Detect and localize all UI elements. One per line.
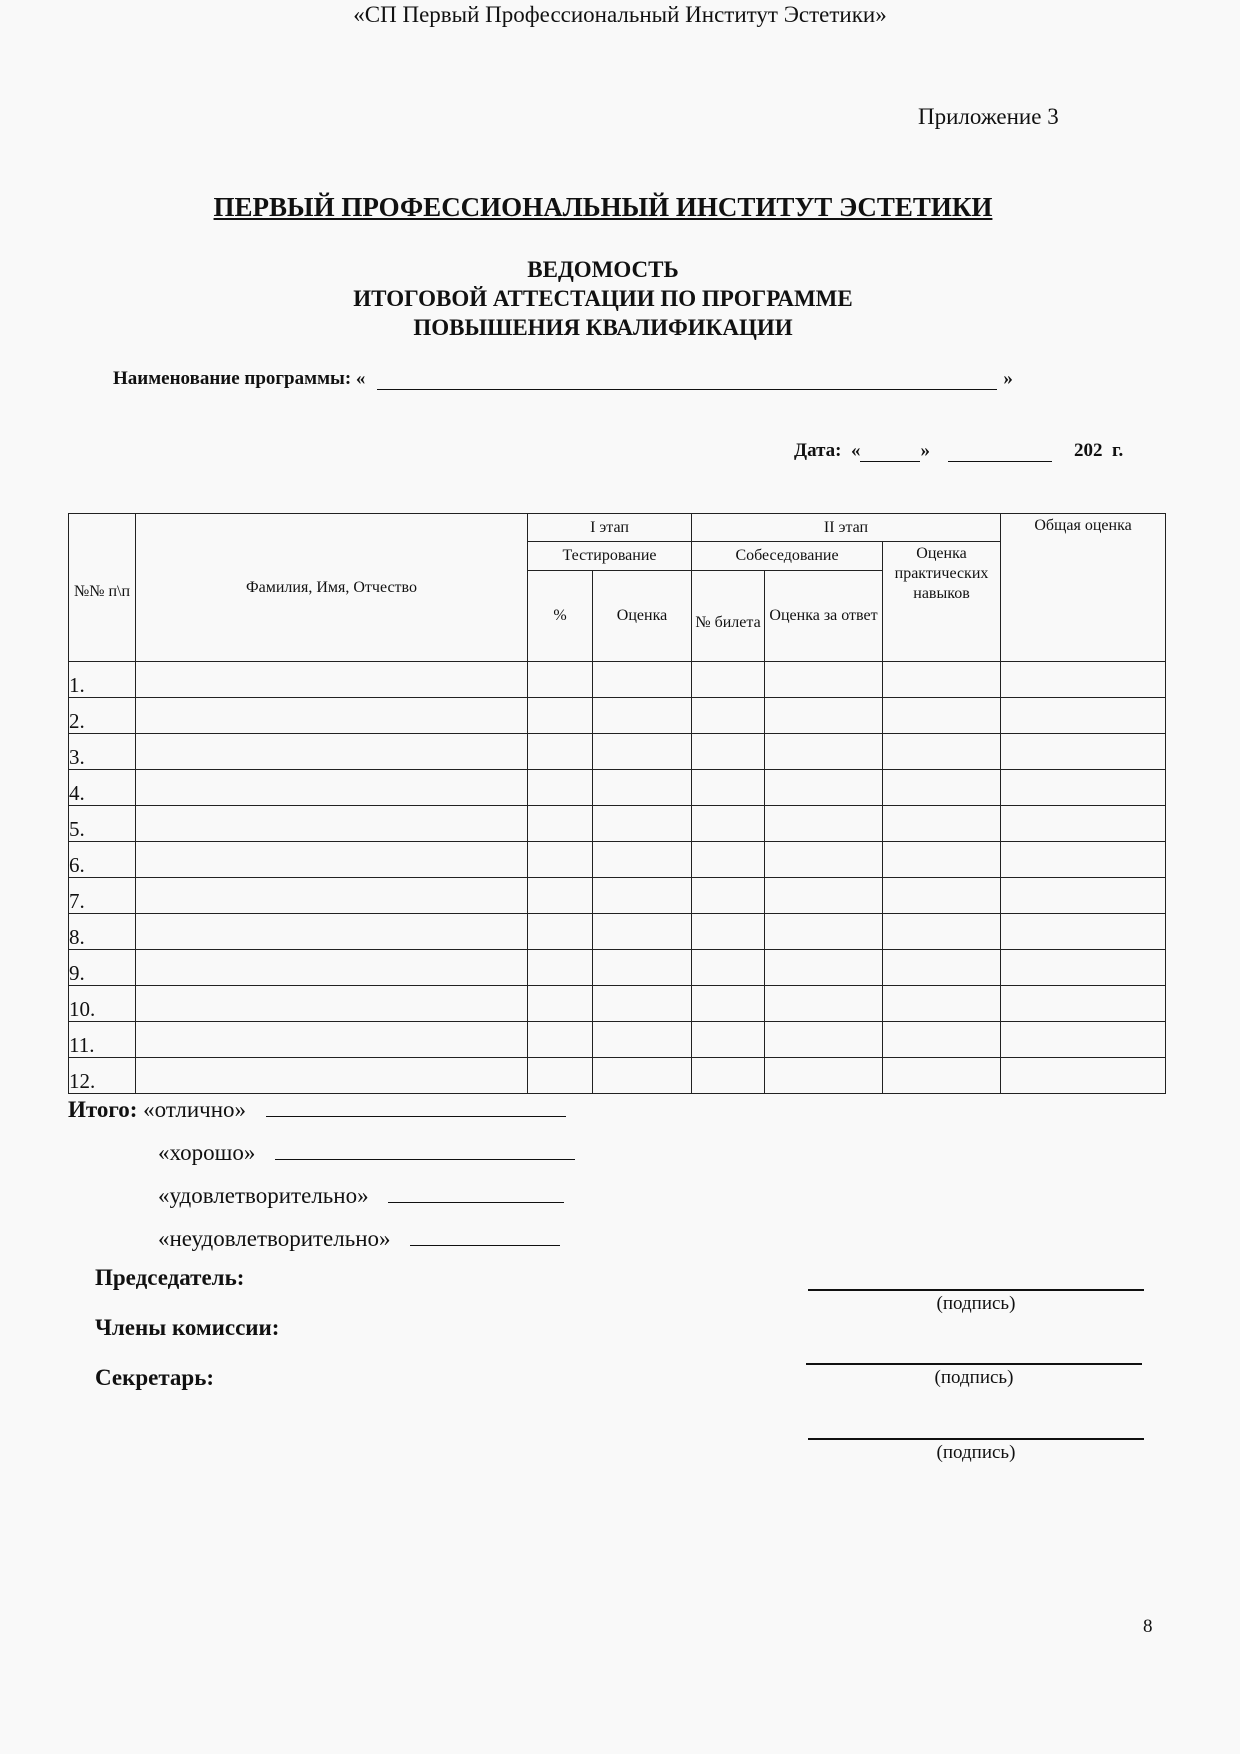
row-num: 3. — [69, 734, 136, 770]
fio-cell[interactable] — [136, 950, 528, 986]
ticket-cell[interactable] — [692, 950, 765, 986]
fio-cell[interactable] — [136, 986, 528, 1022]
percent-cell[interactable] — [528, 878, 593, 914]
total-cell[interactable] — [1001, 950, 1166, 986]
answer-grade-cell[interactable] — [765, 698, 883, 734]
grade-cell[interactable] — [593, 1058, 692, 1094]
ticket-cell[interactable] — [692, 878, 765, 914]
fio-cell[interactable] — [136, 770, 528, 806]
table-row — [69, 1058, 1166, 1094]
total-unsatisfactory — [158, 1225, 560, 1252]
header-practical: Оценка практических навыков — [883, 542, 1001, 662]
table-row — [69, 878, 1166, 914]
page-number: 8 — [1143, 1616, 1153, 1637]
ticket-cell[interactable] — [692, 986, 765, 1022]
signature-line-3[interactable] — [808, 1438, 1144, 1464]
grade-cell[interactable] — [593, 806, 692, 842]
practical-cell[interactable] — [883, 950, 1001, 986]
answer-grade-cell[interactable] — [765, 770, 883, 806]
document-title-line-2: ИТОГОВОЙ АТТЕСТАЦИИ ПО ПРОГРАММЕ — [353, 286, 853, 311]
table-row — [69, 770, 1166, 806]
header-num: №№ п\п — [69, 514, 136, 662]
practical-cell[interactable] — [883, 1022, 1001, 1058]
date-label: Дата: « — [794, 440, 861, 461]
fio-cell[interactable] — [136, 914, 528, 950]
grade-cell[interactable] — [593, 842, 692, 878]
fio-cell[interactable] — [136, 1058, 528, 1094]
percent-cell[interactable] — [528, 806, 593, 842]
table-row — [69, 914, 1166, 950]
answer-grade-cell[interactable] — [765, 806, 883, 842]
header-testing: Тестирование — [528, 542, 692, 571]
attestation-table — [68, 513, 1166, 1094]
signature-line-1[interactable] — [808, 1289, 1144, 1315]
answer-grade-cell[interactable] — [765, 734, 883, 770]
signature-line — [808, 1438, 1144, 1440]
program-name-close-quote: » — [1003, 368, 1013, 389]
signature-caption: (подпись) — [936, 1293, 1016, 1314]
answer-grade-cell[interactable] — [765, 914, 883, 950]
answer-grade-cell[interactable] — [765, 986, 883, 1022]
total-good-input[interactable] — [275, 1139, 575, 1160]
practical-cell[interactable] — [883, 986, 1001, 1022]
answer-grade-cell[interactable] — [765, 878, 883, 914]
ticket-cell[interactable] — [692, 734, 765, 770]
date-day-input[interactable] — [860, 443, 920, 462]
row-num: 7. — [69, 878, 136, 914]
answer-grade-cell[interactable] — [765, 662, 883, 698]
ticket-cell[interactable] — [692, 1058, 765, 1094]
row-num: 9. — [69, 950, 136, 986]
percent-cell[interactable] — [528, 986, 593, 1022]
total-cell[interactable] — [1001, 878, 1166, 914]
total-satisfactory-input[interactable] — [388, 1182, 564, 1203]
percent-cell[interactable] — [528, 914, 593, 950]
percent-cell[interactable] — [528, 950, 593, 986]
practical-cell[interactable] — [883, 1058, 1001, 1094]
institute-title: ПЕРВЫЙ ПРОФЕССИОНАЛЬНЫЙ ИНСТИТУТ ЭСТЕТИКИ — [213, 192, 993, 222]
date-month-input[interactable] — [948, 443, 1052, 462]
answer-grade-cell[interactable] — [765, 1022, 883, 1058]
header-total: Общая оценка — [1001, 514, 1166, 662]
practical-cell[interactable] — [883, 734, 1001, 770]
grade-cell[interactable] — [593, 662, 692, 698]
table-row — [69, 842, 1166, 878]
ticket-cell[interactable] — [692, 806, 765, 842]
practical-cell[interactable] — [883, 770, 1001, 806]
table-row — [69, 806, 1166, 842]
page-header: «СП Первый Профессиональный Институт Эстетики» — [353, 2, 887, 27]
grade-cell[interactable] — [593, 734, 692, 770]
row-num: 5. — [69, 806, 136, 842]
row-num: 10. — [69, 986, 136, 1022]
percent-cell[interactable] — [528, 662, 593, 698]
header-grade: Оценка — [593, 571, 692, 662]
answer-grade-cell[interactable] — [765, 950, 883, 986]
header-interview: Собеседование — [692, 542, 883, 571]
header-ticket: № билета — [692, 571, 765, 662]
practical-cell[interactable] — [883, 698, 1001, 734]
practical-cell[interactable] — [883, 662, 1001, 698]
grade-cell[interactable] — [593, 1022, 692, 1058]
total-cell[interactable] — [1001, 1022, 1166, 1058]
totals-label: Итого: — [68, 1097, 138, 1122]
fio-cell[interactable] — [136, 842, 528, 878]
grade-cell[interactable] — [593, 914, 692, 950]
practical-cell[interactable] — [883, 878, 1001, 914]
ticket-cell[interactable] — [692, 1022, 765, 1058]
total-good — [158, 1139, 575, 1166]
table-row — [69, 1022, 1166, 1058]
ticket-cell[interactable] — [692, 842, 765, 878]
practical-cell[interactable] — [883, 842, 1001, 878]
table-row — [69, 662, 1166, 698]
fio-cell[interactable] — [136, 662, 528, 698]
chairman-label: Председатель: — [95, 1265, 245, 1290]
program-name-field — [113, 368, 1013, 390]
program-name-label: Наименование программы: « — [113, 368, 366, 389]
signature-line — [808, 1289, 1144, 1291]
signature-caption: (подпись) — [934, 1367, 1014, 1388]
table-row — [69, 950, 1166, 986]
header-fio: Фамилия, Имя, Отчество — [136, 514, 528, 662]
total-good-label: «хорошо» — [158, 1140, 256, 1165]
document-title-line-3: ПОВЫШЕНИЯ КВАЛИФИКАЦИИ — [413, 315, 793, 340]
secretary-label: Секретарь: — [95, 1365, 215, 1390]
grade-cell[interactable] — [593, 878, 692, 914]
appendix-label: Приложение 3 — [918, 104, 1059, 129]
grade-cell[interactable] — [593, 698, 692, 734]
percent-cell[interactable] — [528, 1058, 593, 1094]
grade-cell[interactable] — [593, 950, 692, 986]
fio-cell[interactable] — [136, 698, 528, 734]
total-unsatisfactory-label: «неудовлетворительно» — [158, 1226, 391, 1251]
total-satisfactory-label: «удовлетворительно» — [158, 1183, 369, 1208]
document-title — [0, 255, 1206, 342]
row-num: 6. — [69, 842, 136, 878]
total-excellent-input[interactable] — [266, 1096, 566, 1117]
row-num: 11. — [69, 1022, 136, 1058]
fio-cell[interactable] — [136, 806, 528, 842]
percent-cell[interactable] — [528, 842, 593, 878]
members-label: Члены комиссии: — [95, 1315, 280, 1340]
header-answer-grade: Оценка за ответ — [765, 571, 883, 662]
date-close-quote: » — [920, 440, 930, 461]
total-cell[interactable] — [1001, 986, 1166, 1022]
percent-cell[interactable] — [528, 698, 593, 734]
row-num: 1. — [69, 662, 136, 698]
total-cell[interactable] — [1001, 842, 1166, 878]
program-name-input[interactable] — [377, 369, 997, 390]
answer-grade-cell[interactable] — [765, 1058, 883, 1094]
total-unsatisfactory-input[interactable] — [410, 1225, 560, 1246]
row-num: 8. — [69, 914, 136, 950]
row-num: 2. — [69, 698, 136, 734]
answer-grade-cell[interactable] — [765, 842, 883, 878]
total-cell[interactable] — [1001, 1058, 1166, 1094]
ticket-cell[interactable] — [692, 662, 765, 698]
practical-cell[interactable] — [883, 914, 1001, 950]
total-excellent — [68, 1096, 566, 1123]
date-year: 202 г. — [1073, 440, 1124, 461]
total-excellent-label: «отлично» — [143, 1097, 247, 1122]
practical-cell[interactable] — [883, 806, 1001, 842]
row-num: 4. — [69, 770, 136, 806]
grade-cell[interactable] — [593, 986, 692, 1022]
total-cell[interactable] — [1001, 770, 1166, 806]
table-row — [69, 734, 1166, 770]
header-stage-2: II этап — [692, 514, 1001, 542]
table-row — [69, 986, 1166, 1022]
total-cell[interactable] — [1001, 698, 1166, 734]
signature-line — [806, 1363, 1142, 1365]
signature-caption: (подпись) — [936, 1442, 1016, 1463]
document-title-line-1: ВЕДОМОСТЬ — [527, 257, 679, 282]
total-cell[interactable] — [1001, 662, 1166, 698]
total-satisfactory — [158, 1182, 564, 1209]
ticket-cell[interactable] — [692, 770, 765, 806]
total-cell[interactable] — [1001, 806, 1166, 842]
ticket-cell[interactable] — [692, 914, 765, 950]
date-field — [794, 440, 1123, 462]
signature-line-2[interactable] — [806, 1363, 1142, 1389]
grade-cell[interactable] — [593, 770, 692, 806]
ticket-cell[interactable] — [692, 698, 765, 734]
row-num: 12. — [69, 1058, 136, 1094]
total-cell[interactable] — [1001, 914, 1166, 950]
percent-cell[interactable] — [528, 734, 593, 770]
fio-cell[interactable] — [136, 878, 528, 914]
table-row — [69, 698, 1166, 734]
percent-cell[interactable] — [528, 770, 593, 806]
header-percent: % — [528, 571, 593, 662]
fio-cell[interactable] — [136, 734, 528, 770]
header-stage-1: I этап — [528, 514, 692, 542]
fio-cell[interactable] — [136, 1022, 528, 1058]
total-cell[interactable] — [1001, 734, 1166, 770]
percent-cell[interactable] — [528, 1022, 593, 1058]
